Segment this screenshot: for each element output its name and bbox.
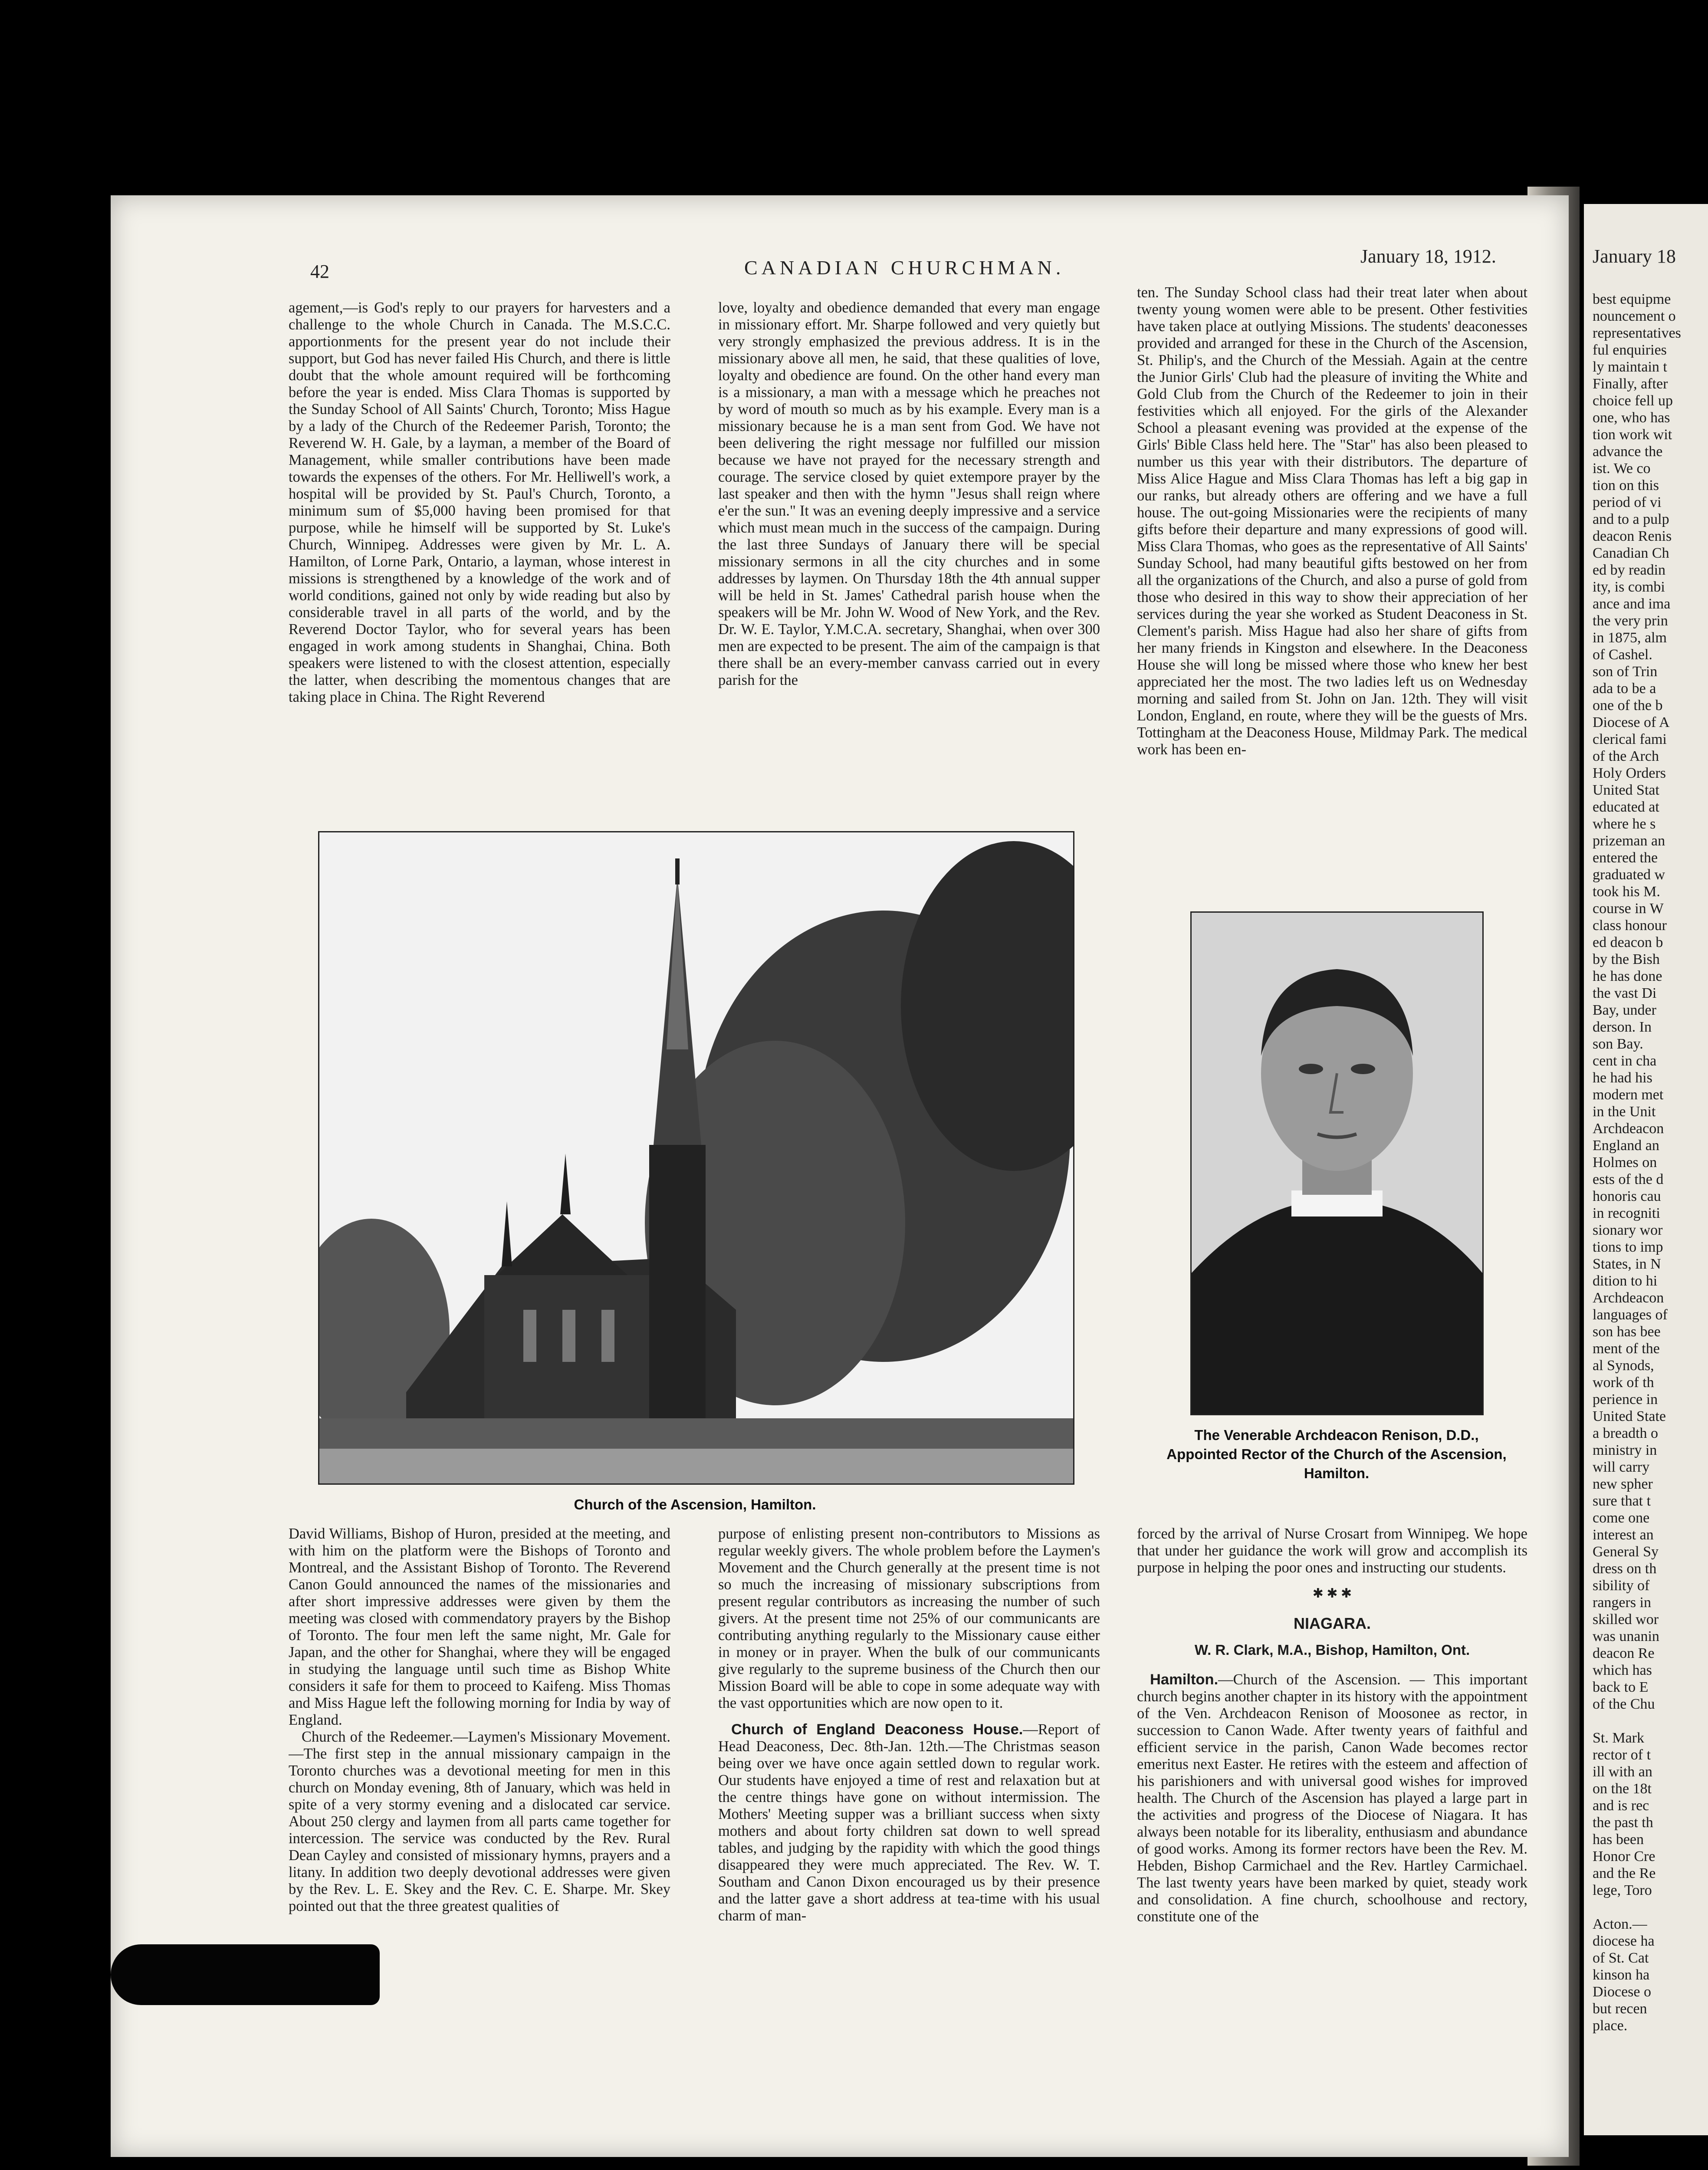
adjacent-page-line: prizeman an [1593,833,1665,849]
adjacent-page-line: dition to hi [1593,1273,1658,1289]
adjacent-page-line: he has done [1593,968,1662,984]
adjacent-page-line: one, who has [1593,410,1670,426]
adjacent-page-line: tions to imp [1593,1239,1663,1255]
adjacent-page-line: representatives [1593,325,1681,341]
adjacent-page-line: Canadian Ch [1593,545,1669,561]
adjacent-page-line: ests of the d [1593,1171,1664,1187]
adjacent-page-date: January 18 [1593,246,1676,267]
adjacent-page-line: graduated w [1593,867,1665,883]
adjacent-page-line: of Cashel. [1593,647,1652,663]
adjacent-page-line: ist. We co [1593,460,1651,477]
adjacent-page-line: ill with an [1593,1764,1652,1780]
adjacent-page-line: son Bay. [1593,1036,1643,1052]
adjacent-page-line: States, in N [1593,1256,1661,1272]
adjacent-page-line: sionary wor [1593,1222,1663,1238]
adjacent-page-line: took his M. [1593,884,1660,900]
adjacent-page-line: tion on this [1593,477,1659,493]
column-2-bottom [718,1526,1100,2046]
adjacent-page-line: and the Re [1593,1865,1656,1881]
adjacent-page-line: best equipme [1593,291,1671,307]
adjacent-page-line: nouncement o [1593,308,1676,324]
paragraph: David Williams, Bishop of Huron, presided at the meeting, and with him on the platform were the Bishops of Toronto and Montreal, and the Assistant Bishop of Toronto. The Reverend Canon Gould announced the names of the missionaries and after short impressive addresses were given by them the meeting was closed with commendatory prayers by the Bishop of Toronto. The four men left the same night, Mr. Gale for Japan, and the other for Shanghai, where they will be engaged in studying the language until such time as Bishop White considers it safe for them to proceed to Kaifeng. Miss Thomas and Miss Hague left the following morning for India by way of England. [289,1526,670,1728]
adjacent-page-line: ful enquiries [1593,342,1667,358]
church-illustration [319,832,1073,1483]
adjacent-page-line: the vast Di [1593,985,1657,1001]
adjacent-page-line: of the Chu [1593,1696,1655,1712]
column-1-top [289,299,670,794]
adjacent-page-line: by the Bish [1593,951,1660,967]
adjacent-page-line: in the Unit [1593,1104,1656,1120]
adjacent-page-line: deacon Renis [1593,528,1672,544]
paragraph: ten. The Sunday School class had their treat later when about twenty young women were able to be present. Other festivities have taken place at outlying Missions. The students' deaconesses provided and arranged for these in the Church of the Ascension, St. Philip's, and the Church of the Messiah. Again at the centre the Junior Girls' Club had the pleasure of inviting the White and Gold Club from the Church of the Redeemer to join in their festivities which all enjoyed. For the girls of the Alexander School a pleasant evening was provided at the expense of the Girls' Bible Class held here. The "Star" has also been pleased to number us this year with their distributors. The departure of Miss Alice Hague and Miss Clara Thomas has left a big gap in our ranks, but already others are offering and we have a full house. The out-going Missionaries were the recipients of many gifts before their departure and many expressions of good will. Miss Clara Thomas, who goes as the representative of All Saints' Sunday School, had many beautiful gifts bestowed on her from all the organizations of the Church, and also a purse of gold from those who desired in this way to show their appreciation of her services during the year she worked as Student Deaconess in St. Clement's parish. Miss Hague had also her share of gifts from her many friends in Kingston and elsewhere. In the Deaconess House she will long be missed where those who knew her best appreciated her the most. The two ladies left us on Wednesday morning and sailed from St. John on Jan. 12th. They will visit London, England, en route, where they will be the guests of Mrs. Tottingham at the Deaconess House, Mildmay Park. The medical work has been en- [1137,284,1527,758]
paragraph: —Church of the Ascension. — This important church begins another chapter in its history with the appointment of the Ven. Archdeacon Renison of Moosonee as rector, in succession to Canon Wade. After twenty years of faithful and efficient service in the parish, Canon Wade becomes rector emeritus next Easter. He retires with the esteem and affection of his parishioners and with universal good wishes for improved health. The Church of the Ascension has played a large part in the activities and progress of the Diocese of Niagara. It has always been notable for its liberality, enthusiasm and abundance of good works. Among its former rectors have been the Rev. M. Hebden, Bishop Carmichael and the Rev. Hartley Carmichael. The last twenty years have been marked by quiet, steady work and consolidation. A fine church, schoolhouse and rectory, constitute one of the [1137,1671,1527,1925]
adjacent-page-line: Diocese of A [1593,714,1670,730]
adjacent-page-line: dress on th [1593,1561,1657,1577]
adjacent-page-line: ed by readin [1593,562,1666,578]
section-ornament: ✱ ✱ ✱ [1312,1586,1352,1601]
portrait-illustration [1192,913,1482,1414]
adjacent-page-line: rangers in [1593,1595,1652,1611]
paragraph: purpose of enlisting present non-contributors to Missions as regular weekly givers. The whole problem before the Laymen's Movement and the Church generally at the present time is not so much the increasing of missionary subscriptions from present regular contributors as increasing the number of such givers. At the present time not 25% of our communicants are contributing anything regularly to the Missionary cause either in money or in prayer. When the bulk of our communicants give regularly to the supreme business of the Church then our Mission Board will be able to cope in some adequate way with the vast opportunities which are now open to it. [718,1526,1100,1711]
adjacent-page-line: of the Arch [1593,748,1659,764]
adjacent-page-line: deacon Re [1593,1645,1655,1661]
paragraph: agement,—is God's reply to our prayers for harvesters and a challenge to the whole Church in Canada. The M.S.C.C. apportionments for the present year do not include their support, but God has never failed His Church, and there is little doubt that the whole amount required will be forthcoming before the year is ended. Miss Clara Thomas is supported by the Sunday School of All Saints' Church, Toronto; Miss Hague by a lady of the Church of the Redeemer Parish, Toronto; the Reverend W. H. Gale, by a layman, a member of the Board of Management, while smaller contributions have been made towards the expenses of the others. For Mr. Helliwell's work, a hospital will be provided by St. Paul's Church, Toronto, a minimum sum of $5,000 having been promised for that purpose, while he himself will be supported by St. Luke's Church, Winnipeg. Addresses were given by Mr. L. A. Hamilton, of Lorne Park, Ontario, a layman, whose interest in missions is strengthened by a knowledge of the work and of world conditions, gained not only by wide reading but also by considerable travel in all parts of the world, and by the Reverend Doctor Taylor, who for several years has been engaged in work among students in Shanghai, China. Both speakers were listened to with the closest attention, especially the latter, when describing the momentous changes that are taking place in China. The Right Reverend [289,299,670,705]
adjacent-page-line: ada to be a [1593,681,1656,697]
adjacent-page-line: has been [1593,1831,1644,1848]
adjacent-page-line: where he s [1593,816,1656,832]
adjacent-page-line: ity, is combi [1593,579,1665,595]
adjacent-page-line: interest an [1593,1527,1654,1543]
adjacent-page-line: sure that t [1593,1493,1651,1509]
adjacent-page-line: which has [1593,1662,1652,1678]
adjacent-page-line: the past th [1593,1815,1653,1831]
adjacent-page-line: on the 18t [1593,1781,1652,1797]
adjacent-page-line: diocese ha [1593,1933,1655,1949]
adjacent-page-edge [1584,204,1708,2135]
adjacent-page-line: modern met [1593,1087,1664,1103]
adjacent-page-line: ment of the [1593,1341,1660,1357]
adjacent-page-line: al Synods, [1593,1358,1654,1374]
adjacent-page-line: United Stat [1593,782,1659,798]
adjacent-page-line: perience in [1593,1391,1658,1407]
church-photograph [318,831,1074,1485]
adjacent-page-line: place. [1593,2018,1628,2034]
column-3-bottom [1137,1526,1527,2051]
adjacent-page-line [1593,1713,1681,1729]
adjacent-page-line: Honor Cre [1593,1848,1655,1864]
adjacent-page-line: in 1875, alm [1593,630,1667,646]
scanner-thumb [111,1944,380,2005]
issue-date: January 18, 1912. [1360,246,1496,267]
paragraph: —Report of Head Deaconess, Dec. 8th-Jan. 12th.—The Christmas season being over we have once again settled down to regular work. Our students have enjoyed a time of rest and relaxation but at the centre things have gone on without intermission. The Mothers' Meeting supper was a brilliant success when sixty mothers and about forty children sat down to well spread tables, and judging by the rapidity with which the good things disappeared they were much appreciated. The Rev. W. T. Southam and Canon Dixon encouraged us by their presence and the latter gave a short address at tea-time with his usual charm of man- [718,1721,1100,1924]
adjacent-page-line: St. Mark [1593,1730,1644,1746]
adjacent-page-line: will carry [1593,1459,1650,1475]
adjacent-page-line: son has bee [1593,1324,1661,1340]
running-head: CANADIAN CHURCHMAN. [744,256,1065,279]
adjacent-page-line: derson. In [1593,1019,1652,1035]
adjacent-page-line: languages of [1593,1307,1668,1323]
adjacent-page-line: Acton.— [1593,1916,1647,1932]
section-heading: Church of England Deaconess House. [731,1721,1023,1738]
adjacent-page-line: Archdeacon [1593,1121,1664,1137]
adjacent-page-line: clerical fami [1593,731,1667,747]
adjacent-page-line: but recen [1593,2001,1647,2017]
adjacent-page-line: cent in cha [1593,1053,1657,1069]
adjacent-page-line: skilled wor [1593,1611,1659,1628]
adjacent-page-text [1593,291,1681,2034]
adjacent-page-line: educated at [1593,799,1659,815]
adjacent-page-line: ministry in [1593,1442,1657,1458]
adjacent-page-line: United State [1593,1408,1666,1424]
adjacent-page-line: period of vi [1593,494,1662,510]
adjacent-page-line [1593,1899,1681,1916]
column-2-top [718,299,1100,794]
adjacent-page-line: of St. Cat [1593,1950,1649,1966]
adjacent-page-line: the very prin [1593,613,1668,629]
adjacent-page-line: Finally, after [1593,376,1668,392]
adjacent-page-line: one of the b [1593,697,1663,713]
adjacent-page-line: Bay, under [1593,1002,1656,1018]
adjacent-page-line: Archdeacon [1593,1290,1664,1306]
adjacent-page-line: entered the [1593,850,1658,866]
diocese-heading: NIAGARA. [1294,1614,1371,1632]
adjacent-page-line: course in W [1593,901,1664,917]
adjacent-page-line: Holy Orders [1593,765,1666,781]
adjacent-page-line: tion work wit [1593,427,1672,443]
adjacent-page-line: ly maintain t [1593,359,1667,375]
adjacent-page-line: honoris cau [1593,1188,1661,1204]
parish-heading: Hamilton. [1150,1671,1219,1688]
adjacent-page-line: England an [1593,1138,1659,1154]
adjacent-page-line: work of th [1593,1374,1654,1391]
adjacent-page-line: and to a pulp [1593,511,1669,527]
adjacent-page-line: lege, Toro [1593,1882,1652,1898]
adjacent-page-line: sibility of [1593,1578,1650,1594]
column-3-top [1137,284,1527,957]
archdeacon-portrait [1190,911,1484,1415]
adjacent-page-line: advance the [1593,444,1663,460]
portrait-caption: The Venerable Archdeacon Renison, D.D., Appointed Rector of the Church of the Ascension, Hamilton. [1166,1427,1507,1481]
adjacent-page-line: General Sy [1593,1544,1659,1560]
adjacent-page-line: class honour [1593,917,1667,934]
adjacent-page-line: and is rec [1593,1798,1649,1814]
adjacent-page-line: come one [1593,1510,1650,1526]
adjacent-page-line: was unanin [1593,1628,1659,1644]
adjacent-page-line: ed deacon b [1593,934,1663,950]
adjacent-page-line: ance and ima [1593,596,1671,612]
newspaper-page [111,195,1569,2157]
adjacent-page-line: rector of t [1593,1747,1651,1763]
adjacent-page-line: son of Trin [1593,664,1658,680]
paragraph: Church of the Redeemer.—Laymen's Missionary Movement.—The first step in the annual missionary campaign in the Toronto churches was a devotional meeting for men in this church on Monday evening, 8th of January, which was held in spite of a very stormy evening and a dislocated car service. About 250 clergy and laymen from all parts came together for intercession. The service was conducted by the Rev. Rural Dean Cayley and consisted of missionary hymns, prayers and a litany. In addition two deeply devotional addresses were given by the Rev. L. E. Skey and the Rev. C. E. Sharpe. Mr. Skey pointed out that the three greatest qualities of [289,1729,670,1914]
church-caption: Church of the Ascension, Hamilton. [574,1496,816,1512]
adjacent-page-line: Diocese o [1593,1984,1652,2000]
adjacent-page-line: he had his [1593,1070,1652,1086]
adjacent-page-line: back to E [1593,1679,1649,1695]
page-number: 42 [310,261,329,282]
adjacent-page-line: in recogniti [1593,1205,1660,1221]
bishop-line: W. R. Clark, M.A., Bishop, Hamilton, Ont. [1194,1642,1470,1658]
adjacent-page-line: Holmes on [1593,1154,1657,1170]
adjacent-page-line: choice fell up [1593,393,1673,409]
paragraph: forced by the arrival of Nurse Crosart from Winnipeg. We hope that under her guidance the work will grow and accomplish its purpose in helping the poor ones and instructing our students. [1137,1526,1527,1576]
adjacent-page-line: kinson ha [1593,1967,1650,1983]
adjacent-page-line: a breadth o [1593,1425,1659,1441]
adjacent-page-line: new spher [1593,1476,1653,1492]
paragraph: love, loyalty and obedience demanded that every man engage in missionary effort. Mr. Sharpe followed and very quietly but very strongly emphasized the previous address. It is in the missionary above all men, he said, that these qualities of love, loyalty and obedience are found. On the other hand every man is a missionary, a man with a message which he preaches not by word of mouth so much as by his example. Every man is a missionary because he is a man sent from God. We have not been delivering the right message nor fulfilled our mission because we have not prayed for the necessary strength and courage. The service closed by quiet extempore prayer by the last speaker and then with the hymn "Jesus shall reign where e'er the sun." It was an evening deeply impressive and a service which must mean much in the success of the campaign. During the last three Sundays of January there will be special missionary sermons in all the city churches and in some addresses by laymen. On Thursday 18th the 4th annual supper will be held in St. James' Cathedral parish house when the speakers will be Mr. John W. Wood of New York, and the Rev. Dr. W. E. Taylor, Y.M.C.A. secretary, Shanghai, when over 300 men are expected to be present. The aim of the campaign is that there shall be an every-member canvass carried out in every parish for the [718,299,1100,688]
